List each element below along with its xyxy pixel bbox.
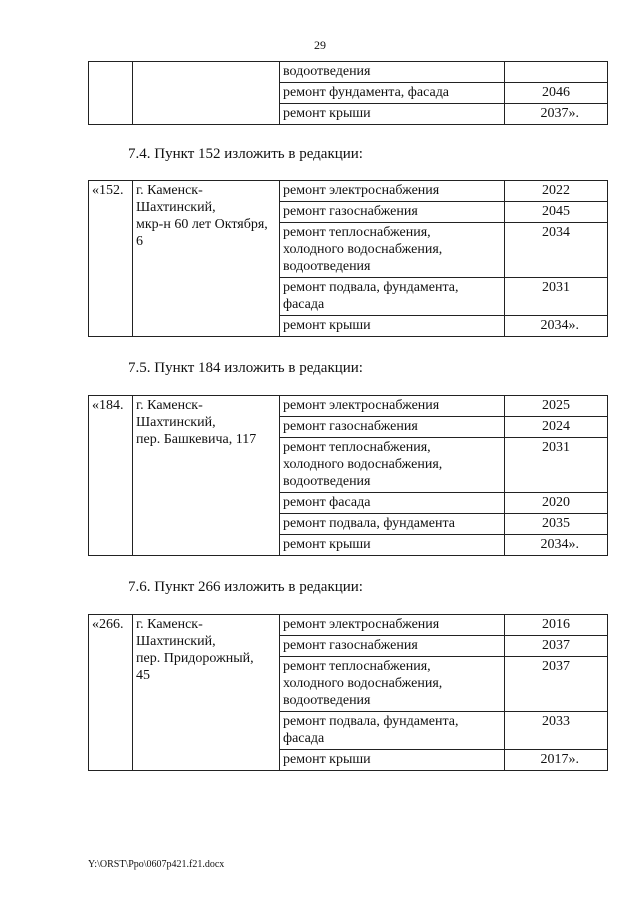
section-heading-7-6: 7.6. Пункт 266 изложить в редакции: bbox=[128, 579, 363, 595]
item-number-cell: «266. bbox=[89, 615, 133, 771]
year-cell: 2031 bbox=[505, 278, 608, 316]
table-item-266 bbox=[88, 614, 608, 771]
work-line: водоотведения bbox=[283, 259, 371, 274]
item-number-cell: «184. bbox=[89, 396, 133, 556]
work-cell: ремонт крыши bbox=[280, 104, 505, 125]
work-cell: ремонт газоснабжения bbox=[280, 417, 505, 438]
address-cell bbox=[133, 615, 280, 771]
file-path-footer: Y:\ORST\Ppo\0607p421.f21.docx bbox=[88, 859, 225, 870]
address-line: г. Каменск- bbox=[136, 617, 203, 632]
address-line: Шахтинский, bbox=[136, 634, 216, 649]
address-line: г. Каменск- bbox=[136, 183, 203, 198]
work-line: ремонт теплоснабжения, bbox=[283, 225, 431, 240]
year-cell: 2045 bbox=[505, 202, 608, 223]
work-cell bbox=[280, 712, 505, 750]
address-line: пер. Башкевича, 117 bbox=[136, 432, 257, 447]
section-heading-7-4: 7.4. Пункт 152 изложить в редакции: bbox=[128, 146, 363, 162]
work-cell: ремонт газоснабжения bbox=[280, 202, 505, 223]
address-line: Шахтинский, bbox=[136, 200, 216, 215]
year-cell: 2034». bbox=[505, 535, 608, 556]
year-cell: 2020 bbox=[505, 493, 608, 514]
year-cell: 2016 bbox=[505, 615, 608, 636]
table-item-184 bbox=[88, 395, 608, 556]
year-cell: 2034». bbox=[505, 316, 608, 337]
work-cell: ремонт электроснабжения bbox=[280, 615, 505, 636]
work-cell bbox=[280, 657, 505, 712]
work-cell bbox=[280, 223, 505, 278]
year-cell: 2017». bbox=[505, 750, 608, 771]
year-cell: 2037». bbox=[505, 104, 608, 125]
continuation-table bbox=[88, 61, 608, 125]
work-cell: водоотведения bbox=[280, 62, 505, 83]
year-cell: 2022 bbox=[505, 181, 608, 202]
year-cell: 2035 bbox=[505, 514, 608, 535]
work-cell: ремонт газоснабжения bbox=[280, 636, 505, 657]
work-line: водоотведения bbox=[283, 474, 371, 489]
year-cell: 2031 bbox=[505, 438, 608, 493]
address-line: г. Каменск- bbox=[136, 398, 203, 413]
work-cell: ремонт крыши bbox=[280, 750, 505, 771]
work-line: ремонт теплоснабжения, bbox=[283, 440, 431, 455]
address-line: 45 bbox=[136, 668, 150, 683]
work-line: фасада bbox=[283, 731, 325, 746]
address-cell bbox=[133, 396, 280, 556]
work-cell: ремонт электроснабжения bbox=[280, 181, 505, 202]
work-line: водоотведения bbox=[283, 693, 371, 708]
table-row bbox=[89, 181, 608, 202]
address-cell bbox=[133, 62, 280, 125]
table-row bbox=[89, 396, 608, 417]
work-cell: ремонт подвала, фундамента bbox=[280, 514, 505, 535]
work-line: ремонт теплоснабжения, bbox=[283, 659, 431, 674]
item-number-cell: «152. bbox=[89, 181, 133, 337]
address-cell bbox=[133, 181, 280, 337]
address-line: мкр-н 60 лет Октября, bbox=[136, 217, 268, 232]
section-heading-7-5: 7.5. Пункт 184 изложить в редакции: bbox=[128, 360, 363, 376]
year-cell: 2046 bbox=[505, 83, 608, 104]
work-cell: ремонт электроснабжения bbox=[280, 396, 505, 417]
year-cell: 2034 bbox=[505, 223, 608, 278]
item-number-cell bbox=[89, 62, 133, 125]
year-cell: 2037 bbox=[505, 636, 608, 657]
work-line: ремонт подвала, фундамента, bbox=[283, 714, 459, 729]
table-item-152 bbox=[88, 180, 608, 337]
work-line: холодного водоснабжения, bbox=[283, 242, 443, 257]
work-cell: ремонт крыши bbox=[280, 316, 505, 337]
work-line: холодного водоснабжения, bbox=[283, 676, 443, 691]
work-cell: ремонт фундамента, фасада bbox=[280, 83, 505, 104]
work-cell: ремонт фасада bbox=[280, 493, 505, 514]
table-row bbox=[89, 62, 608, 83]
year-cell: 2037 bbox=[505, 657, 608, 712]
work-cell bbox=[280, 278, 505, 316]
work-cell: ремонт крыши bbox=[280, 535, 505, 556]
work-line: холодного водоснабжения, bbox=[283, 457, 443, 472]
work-line: фасада bbox=[283, 297, 325, 312]
work-cell bbox=[280, 438, 505, 493]
year-cell: 2033 bbox=[505, 712, 608, 750]
address-line: Шахтинский, bbox=[136, 415, 216, 430]
year-cell: 2024 bbox=[505, 417, 608, 438]
page-number: 29 bbox=[314, 38, 326, 52]
year-cell bbox=[505, 62, 608, 83]
year-cell: 2025 bbox=[505, 396, 608, 417]
address-line: пер. Придорожный, bbox=[136, 651, 254, 666]
table-row bbox=[89, 615, 608, 636]
work-line: ремонт подвала, фундамента, bbox=[283, 280, 459, 295]
address-line: 6 bbox=[136, 234, 143, 249]
